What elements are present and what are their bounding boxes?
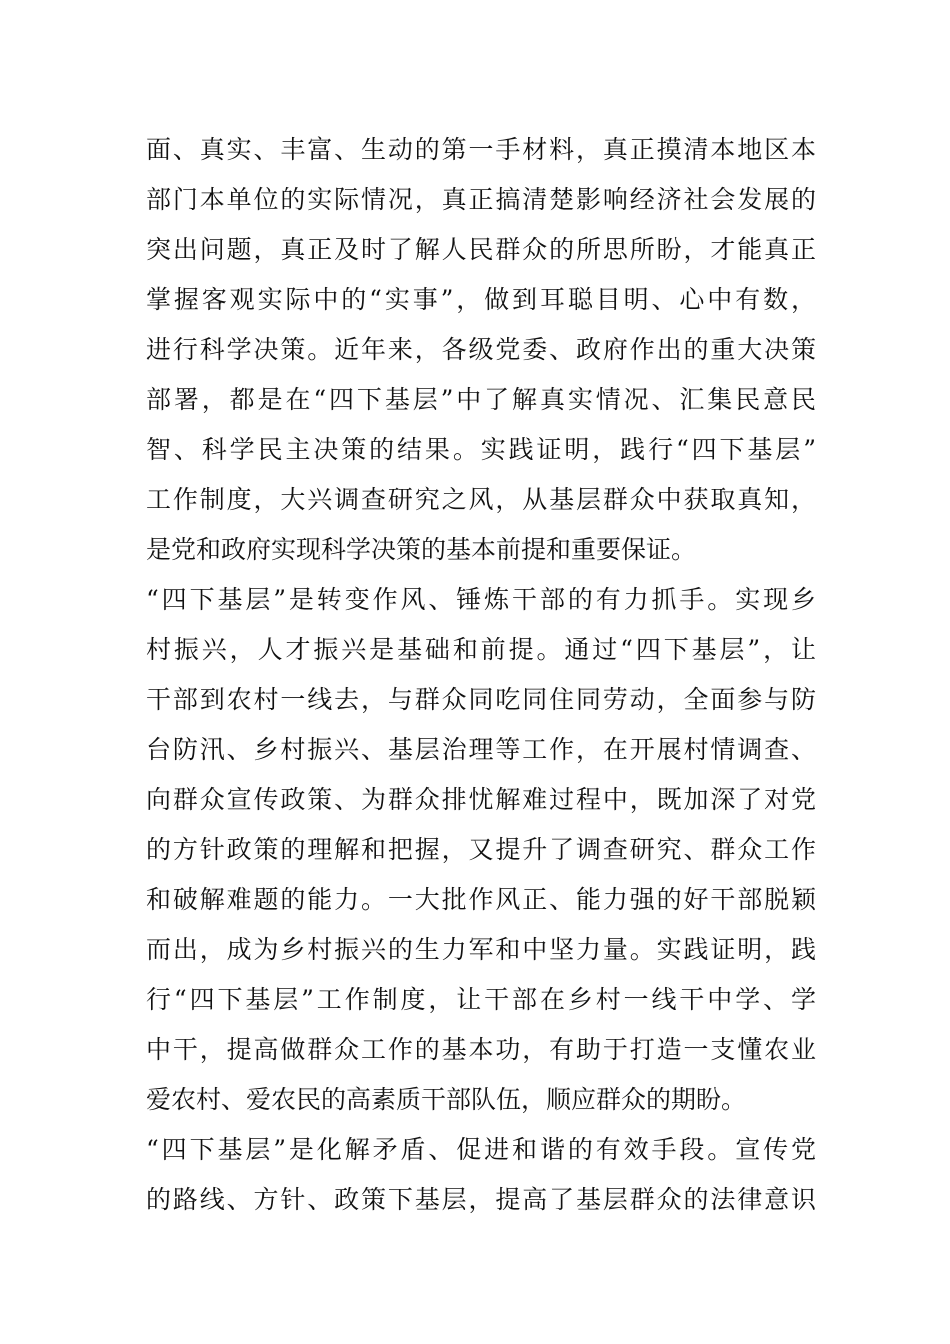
text-line: 进行科学决策。近年来，各级党委、政府作出的重大决策 [146, 335, 816, 364]
text-line: 的路线、方针、政策下基层，提高了基层群众的法律意识 [146, 1185, 816, 1214]
text-line: 智、科学民主决策的结果。实践证明，践行“四下基层” [146, 435, 816, 464]
text-line: 掌握客观实际中的“实事”，做到耳聪目明、心中有数， [146, 285, 816, 314]
paragraph-end-line: 是党和政府实现科学决策的基本前提和重要保证。 [146, 535, 697, 564]
text-line: 干部到农村一线去，与群众同吃同住同劳动，全面参与防 [146, 685, 816, 714]
text-line: 向群众宣传政策、为群众排忧解难过程中，既加深了对党 [146, 785, 816, 814]
text-line: 的方针政策的理解和把握，又提升了调查研究、群众工作 [146, 835, 816, 864]
text-line: 行“四下基层”工作制度，让干部在乡村一线干中学、学 [146, 985, 816, 1014]
paragraph-start-line: “四下基层”是转变作风、锤炼干部的有力抓手。实现乡 [146, 585, 816, 614]
text-line: 面、真实、丰富、生动的第一手材料，真正摸清本地区本 [146, 135, 816, 164]
text-line: 中干，提高做群众工作的基本功，有助于打造一支懂农业 [146, 1035, 816, 1064]
paragraph-end-line: 爱农村、爱农民的高素质干部队伍，顺应群众的期盼。 [146, 1085, 747, 1114]
text-line: 突出问题，真正及时了解人民群众的所思所盼，才能真正 [146, 235, 816, 264]
paragraph-start-line: “四下基层”是化解矛盾、促进和谐的有效手段。宣传党 [146, 1135, 816, 1164]
text-line: 工作制度，大兴调查研究之风，从基层群众中获取真知， [146, 485, 816, 514]
text-line: 台防汛、乡村振兴、基层治理等工作，在开展村情调查、 [146, 735, 816, 764]
text-line: 而出，成为乡村振兴的生力军和中坚力量。实践证明，践 [146, 935, 816, 964]
text-line: 村振兴，人才振兴是基础和前提。通过“四下基层”，让 [146, 635, 816, 664]
text-line: 部门本单位的实际情况，真正搞清楚影响经济社会发展的 [146, 185, 816, 214]
text-line: 部署，都是在“四下基层”中了解真实情况、汇集民意民 [146, 385, 816, 414]
text-line: 和破解难题的能力。一大批作风正、能力强的好干部脱颖 [146, 885, 816, 914]
